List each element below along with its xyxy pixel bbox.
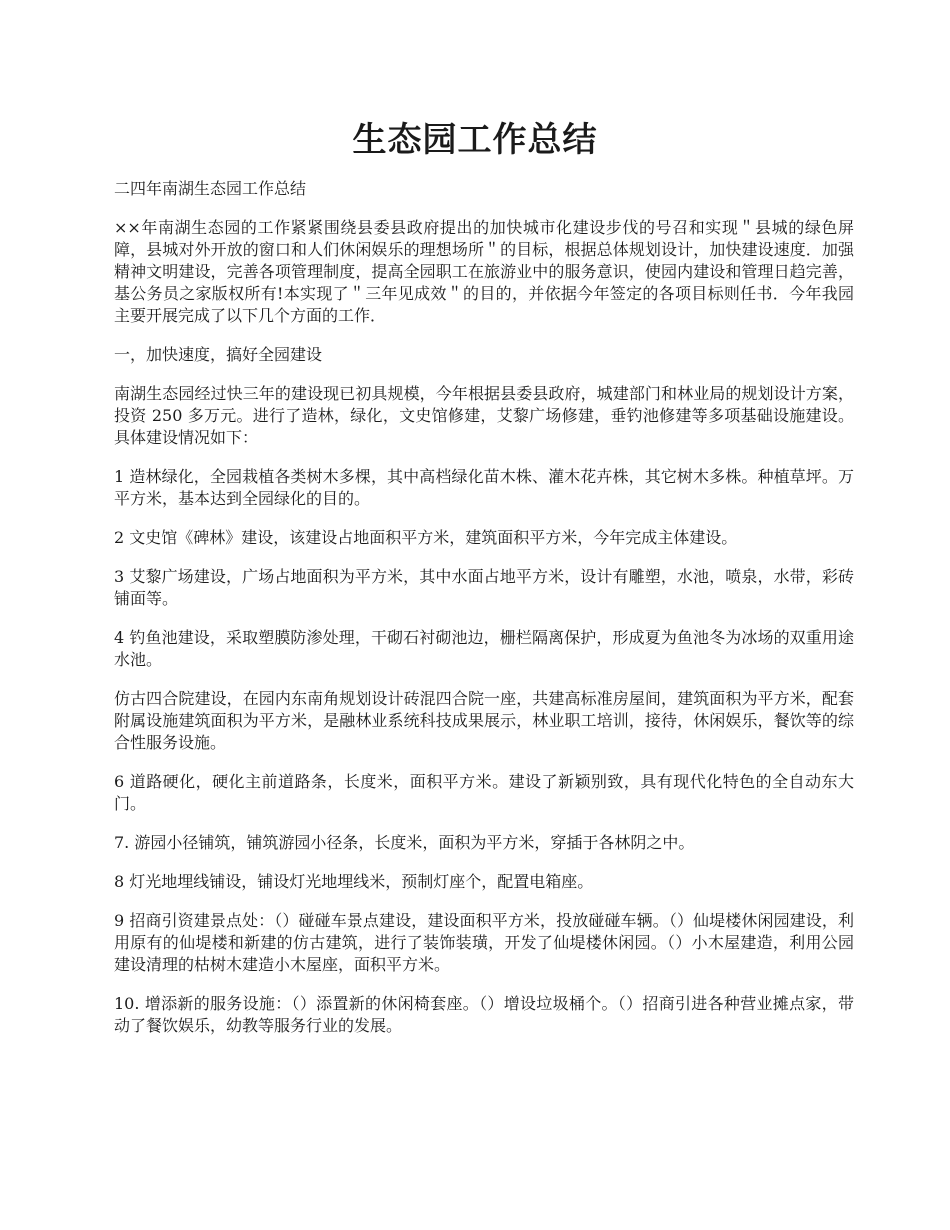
list-item: 1 造林绿化，全园栽植各类树木多棵，其中高档绿化苗木株、灌木花卉株，其它树木多株。种植草坪。万平方米，基本达到全园绿化的目的。 <box>114 467 854 508</box>
subtitle-paragraph: 二四年南湖生态园工作总结 <box>114 179 307 198</box>
document-body <box>114 178 854 1054</box>
list-item: 6 道路硬化，硬化主前道路条，长度米，面积平方米。建设了新颖别致，具有现代化特色的全自动东大门。 <box>114 772 854 813</box>
list-item: 仿古四合院建设，在园内东南角规划设计砖混四合院一座，共建高标准房屋间，建筑面积为平方米，配套附属设施建筑面积为平方米，是融林业系统科技成果展示，林业职工培训，接待，休闲娱乐，餐饮等的综合性服务设施。 <box>114 689 854 752</box>
intro-paragraph: ××年南湖生态园的工作紧紧围绕县委县政府提出的加快城市化建设步伐的号召和实现＂县城的绿色屏障，县城对外开放的窗口和人们休闲娱乐的理想场所＂的目标，根据总体规划设计，加快建设速度．加强精神文明建设，完善各项管理制度，提高全园职工在旅游业中的服务意识，使园内建设和管理日趋完善，基公务员之家版权所有!本实现了＂三年见成效＂的目的，并依据今年签定的各项目标则任书．今年我园主要开展完成了以下几个方面的工作． <box>114 218 854 325</box>
list-item: 9 招商引资建景点处：（）碰碰车景点建设，建设面积平方米，投放碰碰车辆。（）仙堤楼休闲园建设，利用原有的仙堤楼和新建的仿古建筑，进行了装饰装璜，开发了仙堤楼休闲园。（）小木屋建造，利用公园建设清理的枯树木建造小木屋座，面积平方米。 <box>114 911 854 974</box>
list-item: 3 艾黎广场建设，广场占地面积为平方米，其中水面占地平方米，设计有雕塑，水池，喷泉，水带，彩砖铺面等。 <box>114 567 854 608</box>
section-heading: 一，加快速度，搞好全园建设 <box>114 345 323 364</box>
overview-paragraph: 南湖生态园经过快三年的建设现已初具规模，今年根据县委县政府，城建部门和林业局的规划设计方案，投资 250 多万元。进行了造林，绿化，文史馆修建，艾黎广场修建，垂钓池修建等多项基础设施建设。具体建设情况如下： <box>114 384 854 447</box>
list-item: 4 钓鱼池建设，采取塑膜防渗处理，干砌石衬砌池边，栅栏隔离保护，形成夏为鱼池冬为冰场的双重用途水池。 <box>114 628 854 669</box>
list-item: 10. 增添新的服务设施：（）添置新的休闲椅套座。（）增设垃圾桶个。（）招商引进各种营业摊点家，带动了餐饮娱乐，幼教等服务行业的发展。 <box>114 994 854 1035</box>
list-item: 2 文史馆《碑林》建设，该建设占地面积平方米，建筑面积平方米，今年完成主体建设。 <box>114 528 738 547</box>
document-title: 生态园工作总结 <box>352 120 598 160</box>
list-item: 7. 游园小径铺筑，铺筑游园小径条，长度米，面积为平方米，穿插于各林阴之中。 <box>114 833 695 852</box>
list-item: 8 灯光地埋线铺设，铺设灯光地埋线米，预制灯座个，配置电箱座。 <box>114 872 594 891</box>
